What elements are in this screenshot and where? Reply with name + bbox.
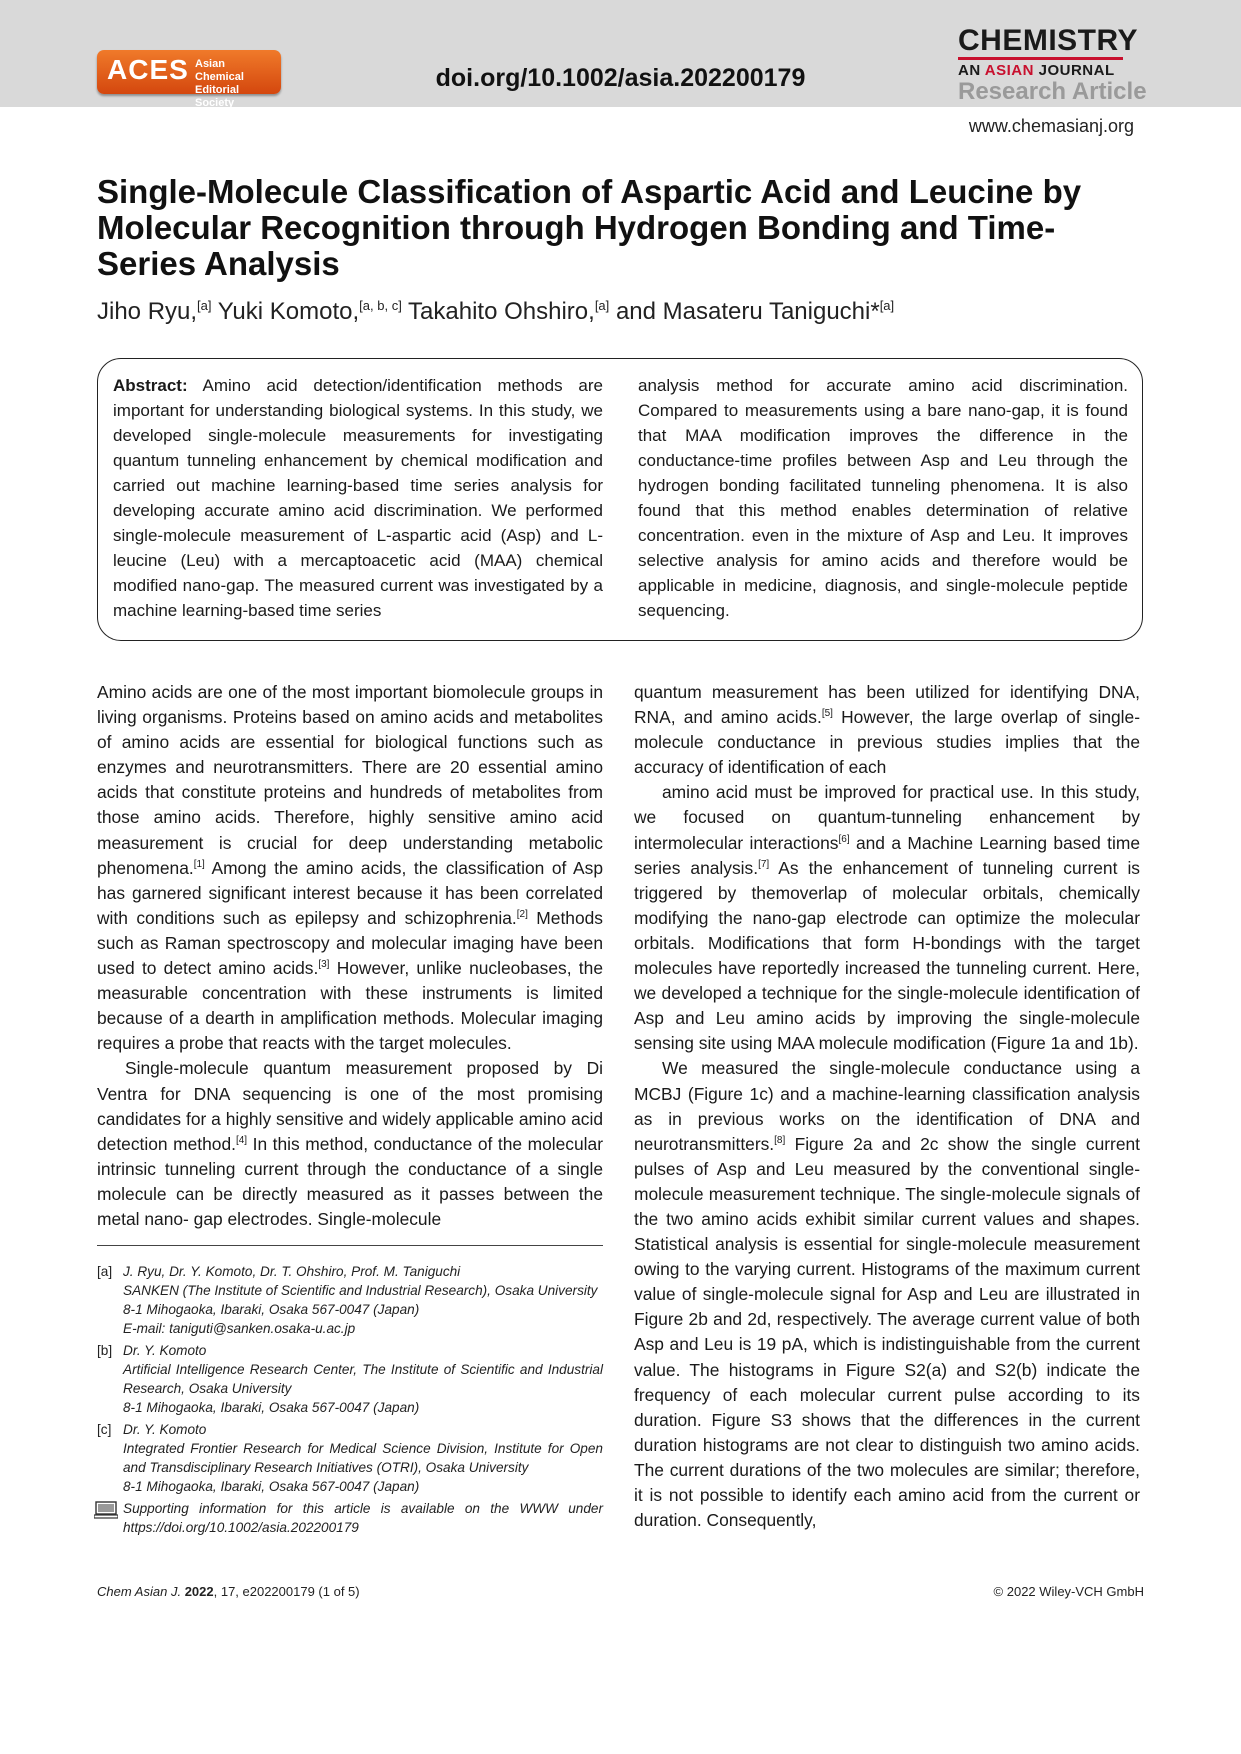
- abstract-label: Abstract:: [113, 376, 188, 395]
- computer-icon: [94, 1501, 118, 1519]
- body-paragraph: Single-molecule quantum measurement proposed by Di Ventra for DNA sequencing is one of the most promising candidates for a highly sensitive and widely applicable amino acid detection method.[4] In this method, conductance of the molecular intrinsic tunneling current through the conductance of a single molecule can be directly measured as it passes between the metal nano- gap electrodes. Single-molecule: [97, 1058, 603, 1229]
- journal-name-asian-journal: AN ASIAN JOURNAL: [958, 62, 1115, 79]
- footnote-a: [a] J. Ryu, Dr. Y. Komoto, Dr. T. Ohshiro, Prof. M. Taniguchi SANKEN (The Institute of Scientific and Industrial Research), Osaka University 8-1 Mihogaoka, Ibaraki, Osaka 567-0047 (Japan) E-mail: taniguti@sanken.osaka-u.ac.jp: [97, 1262, 603, 1338]
- page-footer-copyright: © 2022 Wiley-VCH GmbH: [993, 1584, 1144, 1599]
- article-title: Single-Molecule Classification of Aspartic Acid and Leucine by Molecular Recognition through Hydrogen Bonding and Time-Series Analysis: [97, 173, 1082, 282]
- abstract-text: Amino acid detection/identification methods are important for understanding biological systems. In this study, we developed single-molecule measurements for investigating quantum tunneling enhancement by chemical modification and carried out machine learning-based time series analysis for developing accurate amino acid discrimination. We performed single-molecule measurement of L-aspartic acid (Asp) and L-leucine (Leu) with a mercaptoacetic acid (MAA) chemical modified nano-gap. The measured current was investigated by a machine learning-based time series: [113, 376, 603, 620]
- body-right-column: [634, 680, 1140, 1533]
- abstract-right-column: analysis method for accurate amino acid discrimination. Compared to measurements using a bare nano-gap, it is found that MAA modification improves the difference in the conductance-time profiles between Asp and Leu through the hydrogen bonding facilitated tunneling phenomena. It is also found that this method enables determination of relative concentration. even in the mixture of Asp and Leu. It improves selective analysis for amino acids and therefore would be applicable in medicine, diagnosis, and single-molecule peptide sequencing.: [638, 376, 1128, 620]
- email-link[interactable]: E-mail: taniguti@sanken.osaka-u.ac.jp: [123, 1321, 356, 1336]
- citation-ref[interactable]: [5]: [821, 708, 833, 720]
- supporting-info-note: [97, 1499, 603, 1537]
- author-affiliation: [a, b, c]: [359, 298, 402, 313]
- author-list: [97, 298, 894, 326]
- author-affiliation: [a]: [594, 298, 610, 313]
- body-paragraph: Amino acids are one of the most important biomolecule groups in living organisms. Proteins based on amino acids and metabolites of amino acids are essential for biological functions such as enzymes and neurotransmitters. There are 20 essential amino acids that constitute proteins and hundreds of metabolites from those amino acids. Therefore, highly sensitive amino acid measurement is crucial for deep understanding metabolic phenomena.[1] Among the amino acids, the classification of Asp has garnered significant interest because it has been correlated with conditions such as epilepsy and schizophrenia.[2] Methods such as Raman spectroscopy and molecular imaging have been used to detect amino acids.[3] However, unlike nucleobases, the measurable concentration with these instruments is limited because of a dearth in amplification methods. Molecular imaging requires a probe that reacts with the target molecules.: [97, 682, 603, 1054]
- header-band: [0, 0, 1241, 107]
- footnote-tag: [c]: [97, 1422, 112, 1437]
- journal-brand: [958, 26, 1148, 105]
- footnote-divider: [97, 1245, 603, 1246]
- citation-ref[interactable]: [7]: [758, 858, 770, 870]
- footnote-c: [c] Dr. Y. Komoto Integrated Frontier Research for Medical Science Division, Institute for Open and Transdisciplinary Research Initiatives (OTRI), Osaka University 8-1 Mihogaoka, Ibaraki, Osaka 567-0047 (Japan): [97, 1422, 603, 1494]
- doi-link[interactable]: doi.org/10.1002/asia.202200179: [435, 64, 806, 92]
- footnote-tag: [a]: [97, 1264, 113, 1279]
- body-paragraph: amino acid must be improved for practical use. In this study, we focused on quantum-tunneling enhancement by intermolecular interactions[6] and a Machine Learning based time series analysis.[7] As the enhancement of tunneling current is triggered by themoverlap of molecular orbitals, chemically modifying the nano-gap electrode can optimize the molecular orbitals. Modifications that form H-bondings with the target molecules have reportedly increased the tunneling current. Here, we developed a technique for the single-molecule identification of Asp and Leu amino acids by improving the single-molecule sensing site using MAA molecule modification (Figure 1a and 1b).: [634, 782, 1140, 1054]
- abstract-left-column: [113, 373, 603, 623]
- footnote-tag: [b]: [97, 1343, 113, 1358]
- citation-ref[interactable]: [4]: [235, 1134, 248, 1146]
- footnote-b: [b] Dr. Y. Komoto Artificial Intelligence Research Center, The Institute of Scientific and Industrial Research, Osaka University 8-1 Mihogaoka, Ibaraki, Osaka 567-0047 (Japan): [97, 1343, 603, 1415]
- page-footer-citation: Chem Asian J. 2022, 17, e202200179 (1 of 5): [97, 1584, 360, 1599]
- author-name: Jiho Ryu,: [97, 298, 198, 325]
- body-left-column: [97, 680, 603, 1232]
- author-affiliation: [a]: [197, 298, 212, 313]
- author-name: Takahito Ohshiro,: [401, 298, 595, 325]
- citation-ref[interactable]: [2]: [516, 909, 528, 921]
- body-paragraph: We measured the single-molecule conductance using a MCBJ (Figure 1c) and a machine-learning classification analysis as in previous works on the identification of DNA and neurotransmitters.[8] Figure 2a and 2c show the single current pulses of Asp and Leu measured by the conventional single-molecule measurement technique. The single-molecule signals of the two amino acids exhibit similar current values and shapes. Statistical analysis is essential for single-molecule measurement owing to the varying current. Histograms of the maximum current value of single-molecule signal for Asp and Leu are illustrated in Figure 2b and 2d, respectively. The average current value of both Asp and Leu is 19 pA, which is indistinguishable from the current value. The histograms in Figure S2(a) and S2(b) indicate the frequency of each molecular current pulse according to its duration. Figure S3 shows that the differences in the current duration histograms are not clear to distinguish two amino acids. The current durations of the two molecules are similar; therefore, it is not possible to identify each amino acid from the current or duration. Consequently,: [634, 1058, 1140, 1531]
- author-affiliation: [a]: [879, 298, 895, 313]
- journal-name-chemistry: CHEMISTRY: [958, 24, 1139, 57]
- aces-logo-text: ACES: [107, 54, 189, 85]
- author-name: and Masateru Taniguchi*: [609, 298, 880, 325]
- journal-website[interactable]: www.chemasianj.org: [968, 116, 1134, 136]
- citation-ref[interactable]: [1]: [193, 858, 205, 870]
- citation-ref[interactable]: [6]: [838, 833, 850, 845]
- affiliation-footnotes: [97, 1262, 603, 1537]
- body-paragraph: quantum measurement has been utilized for identifying DNA, RNA, and amino acids.[5] However, the large overlap of single-molecule conductance in previous studies implies that the accuracy of identification of each: [634, 682, 1140, 778]
- aces-logo-subtext: Asian Chemical Editorial Society: [195, 58, 244, 109]
- author-name: Yuki Komoto,: [211, 298, 360, 325]
- supporting-info-text[interactable]: Supporting information for this article is available on the WWW under https://doi.org/10.1002/asia.202200179: [123, 1501, 603, 1535]
- article-type: Research Article: [958, 78, 1147, 105]
- citation-ref[interactable]: [8]: [774, 1134, 786, 1146]
- citation-ref[interactable]: [3]: [318, 959, 330, 971]
- abstract-box: [97, 358, 1143, 641]
- journal-brand-rule: [958, 57, 1123, 60]
